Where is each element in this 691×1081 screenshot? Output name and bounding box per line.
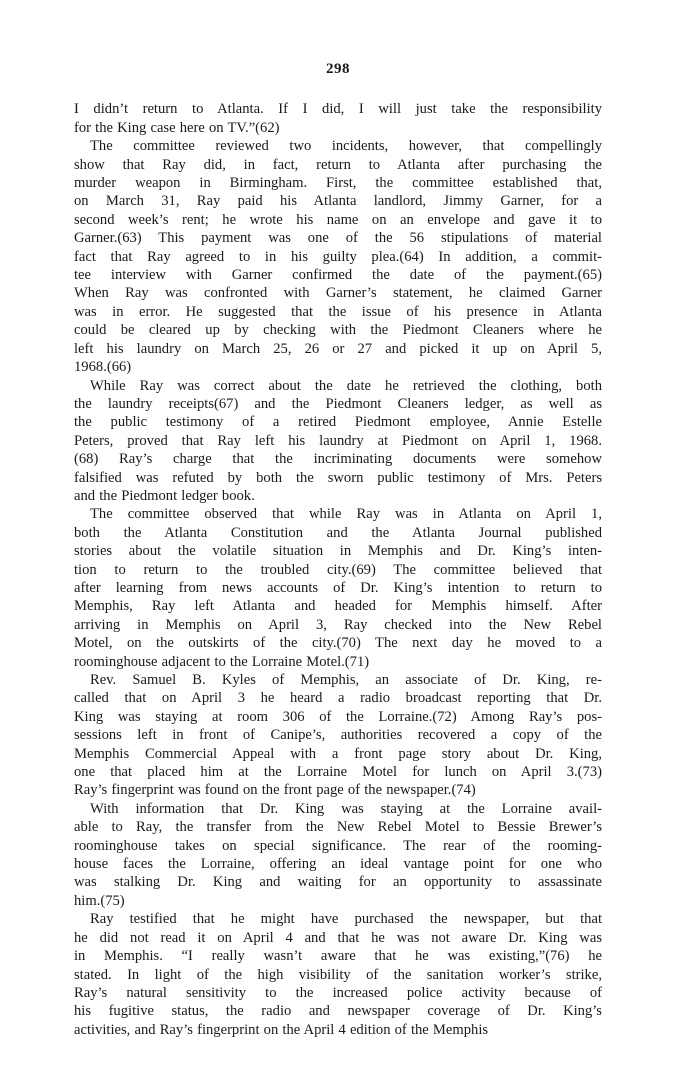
text-line: the laundry receipts(67) and the Piedmont Cleaners ledger, as well as [74,395,602,412]
text-line: Memphis, Ray left Atlanta and headed for Memphis himself. After [74,598,602,615]
text-line: tion to return to the troubled city.(69) The committee believed that [74,561,602,578]
text-line: could be cleared up by checking with the Piedmont Cleaners where he [74,322,602,339]
text-line: Ray’s fingerprint was found on the front page of the newspaper.(74) [74,782,476,799]
text-line: Garner.(63) This payment was one of the 56 stipulations of material [74,230,602,247]
text-line: falsified was refuted by both the sworn public testimony of Mrs. Peters [74,469,602,486]
text-line: Peters, proved that Ray left his laundry at Piedmont on April 1, 1968. [74,432,602,449]
text-line: on March 31, Ray paid his Atlanta landlord, Jimmy Garner, for a [74,193,602,210]
text-line: stated. In light of the high visibility of the sanitation worker’s strike, [74,966,602,983]
text-line: after learning from news accounts of Dr. King’s intention to return to [74,579,602,596]
text-line: arriving in Memphis on April 3, Ray checked into the New Rebel [74,616,602,633]
paragraph [74,800,602,910]
text-line: and the Piedmont ledger book. [74,487,255,504]
text-line: for the King case here on TV.”(62) [74,119,280,136]
document-page [74,60,602,1039]
text-line: roominghouse adjacent to the Lorraine Motel.(71) [74,653,370,670]
text-line: able to Ray, the transfer from the New Rebel Motel to Bessie Brewer’s [74,819,602,836]
text-line: King was staying at room 306 of the Lorraine.(72) Among Ray’s pos- [74,708,602,725]
text-line: Motel, on the outskirts of the city.(70) The next day he moved to a [74,635,602,652]
text-line: Memphis Commercial Appeal with a front page story about Dr. King, [74,745,602,762]
paragraph [74,505,602,671]
text-line: sessions left in front of Canipe’s, authorities recovered a copy of the [74,727,602,744]
paragraph [74,910,602,1039]
text-line: stories about the volatile situation in Memphis and Dr. King’s inten- [74,543,602,560]
text-line: the public testimony of a retired Piedmont employee, Annie Estelle [74,414,602,431]
page-number: 298 [326,61,350,77]
text-line: was in error. He suggested that the issue of his presence in Atlanta [74,303,602,320]
text-line: was stalking Dr. King and waiting for an opportunity to assassinate [74,874,602,891]
text-line: his fugitive status, the radio and newspaper coverage of Dr. King’s [74,1003,602,1020]
text-line: second week’s rent; he wrote his name on an envelope and gave it to [74,211,602,228]
paragraph [74,100,602,137]
text-line: one that placed him at the Lorraine Motel for lunch on April 3.(73) [74,764,602,781]
text-line: When Ray was confronted with Garner’s statement, he claimed Garner [74,285,602,302]
text-line: left his laundry on March 25, 26 or 27 and picked it up on April 5, [74,340,602,357]
text-line: I didn’t return to Atlanta. If I did, I will just take the responsibility [74,101,602,118]
text-line: The committee observed that while Ray was in Atlanta on April 1, [90,506,602,523]
text-line: him.(75) [74,892,125,909]
text-line: Ray’s natural sensitivity to the increased police activity because of [74,984,602,1001]
text-line: in Memphis. “I really wasn’t aware that he was existing,”(76) he [74,948,602,965]
text-line: both the Atlanta Constitution and the Atlanta Journal published [74,524,602,541]
text-line: he did not read it on April 4 and that he was not aware Dr. King was [74,929,602,946]
text-line: 1968.(66) [74,359,132,376]
text-line: While Ray was correct about the date he retrieved the clothing, both [90,377,602,394]
text-line: show that Ray did, in fact, return to Atlanta after purchasing the [74,156,602,173]
text-line: roominghouse takes on special significance. The rear of the rooming- [74,837,602,854]
text-line: (68) Ray’s charge that the incriminating documents were somehow [74,451,602,468]
paragraph [74,671,602,800]
text-line: Rev. Samuel B. Kyles of Memphis, an associate of Dr. King, re- [90,672,602,688]
text-line: called that on April 3 he heard a radio broadcast reporting that Dr. [74,690,602,707]
text-line: murder weapon in Birmingham. First, the committee established that, [74,175,602,192]
text-line: With information that Dr. King was staying at the Lorraine avail- [90,800,602,817]
text-line: fact that Ray agreed to in his guilty plea.(64) In addition, a commit- [74,248,602,265]
text-line: Ray testified that he might have purchased the newspaper, but that [90,911,602,928]
paragraph [74,377,602,506]
text-line: tee interview with Garner confirmed the date of the payment.(65) [74,267,602,284]
paragraph [74,137,602,376]
text-line: activities, and Ray’s fingerprint on the April 4 edition of the Memphis [74,1021,489,1038]
text-line: The committee reviewed two incidents, however, that compellingly [90,138,602,155]
text-line: house faces the Lorraine, offering an ideal vantage point for one who [74,856,602,873]
body-text [74,100,602,1039]
